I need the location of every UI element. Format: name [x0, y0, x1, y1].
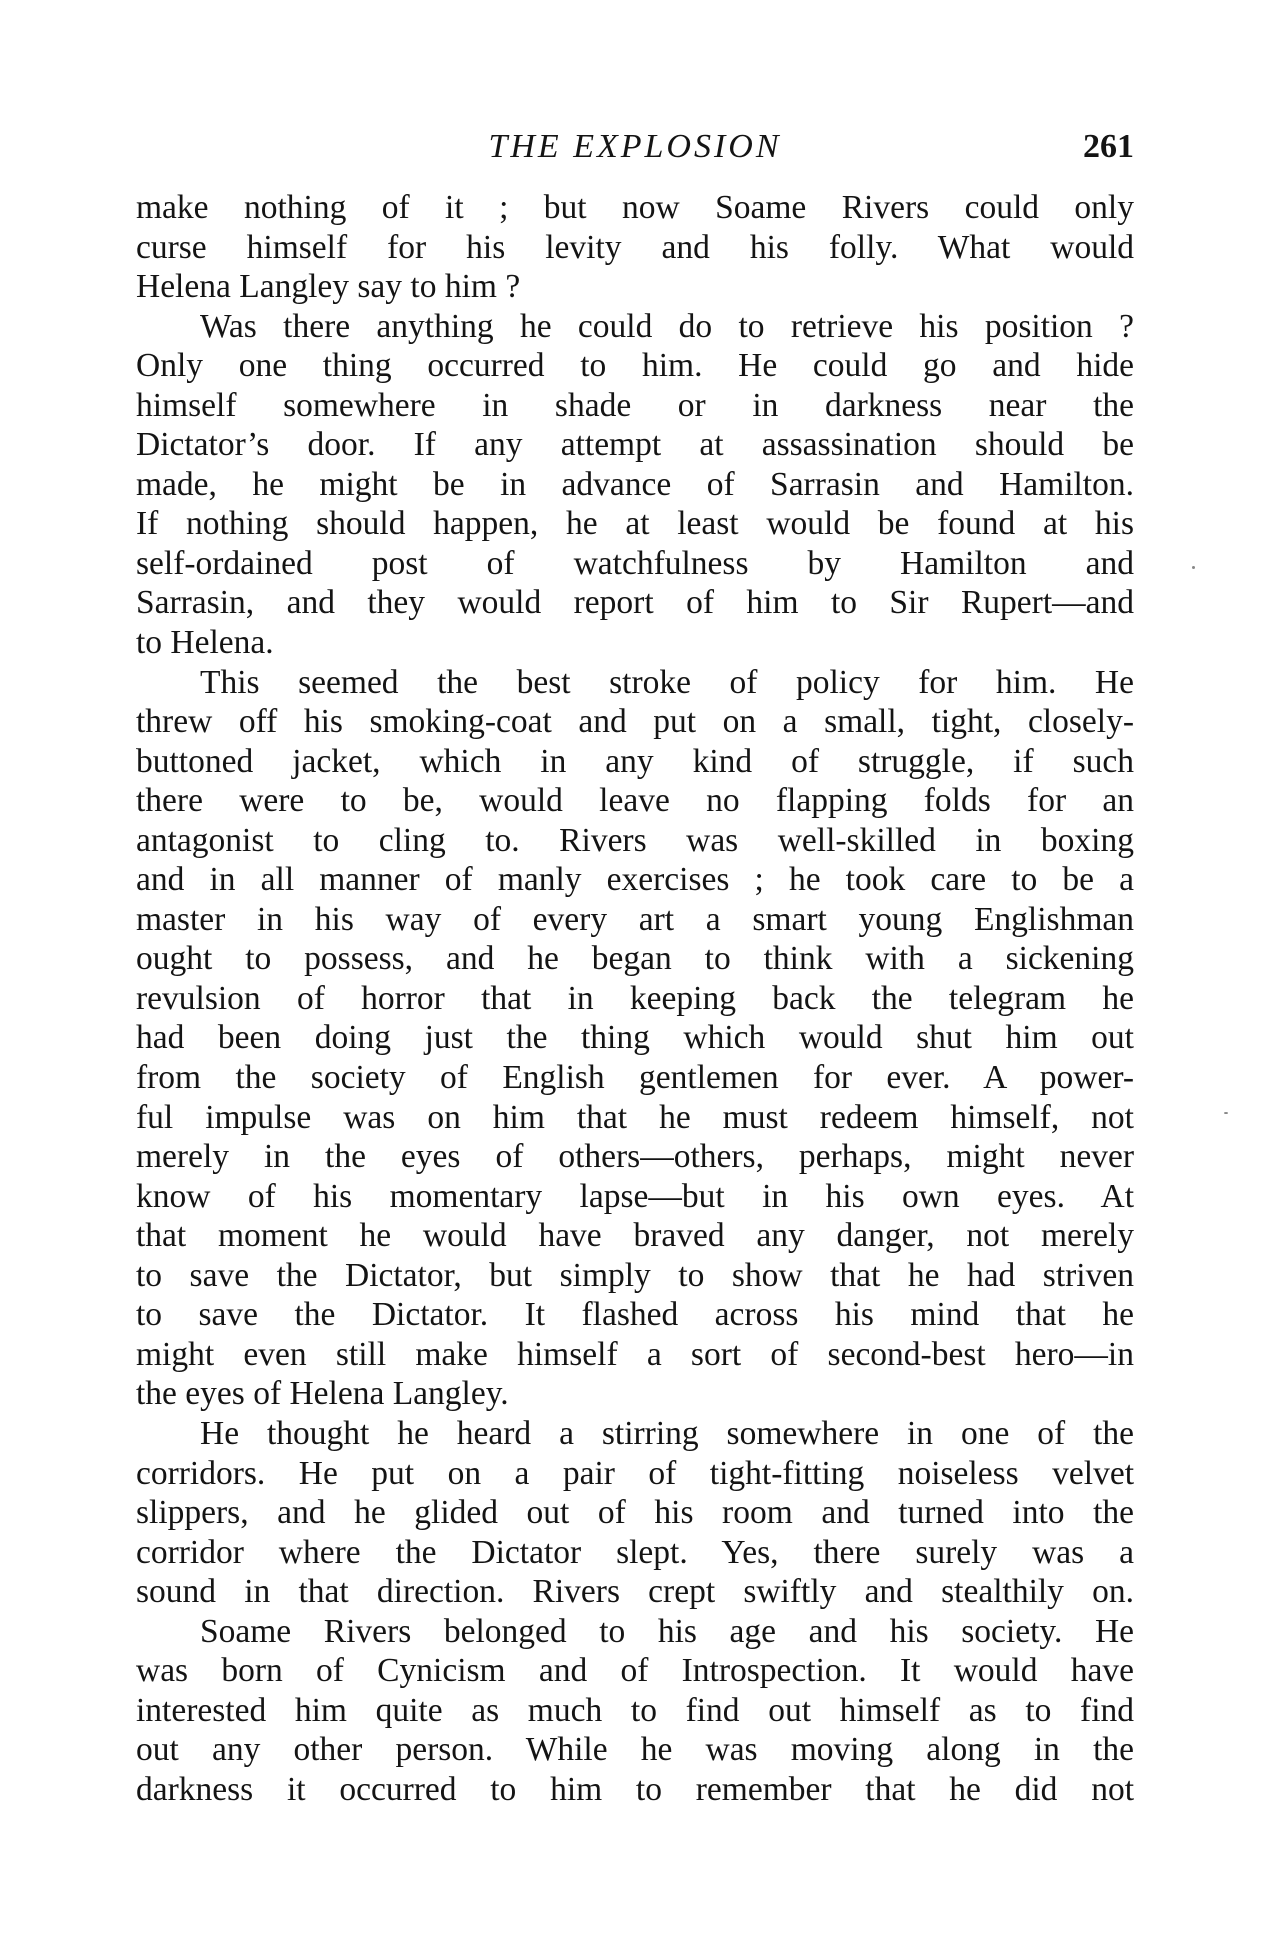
- text-line: there were to be, would leave no flapping folds for an: [136, 782, 1134, 820]
- text-line: out any other person. While he was moving along in the: [136, 1731, 1134, 1769]
- text-line: Soame Rivers belonged to his age and his society. He: [200, 1612, 1134, 1650]
- print-speck: [1192, 566, 1195, 569]
- text-line: to save the Dictator. It flashed across his mind that he: [136, 1296, 1134, 1334]
- text-line: Only one thing occurred to him. He could go and hide: [136, 347, 1134, 385]
- text-line: himself somewhere in shade or in darkness near the: [136, 386, 1134, 424]
- text-line: and in all manner of manly exercises ; he took care to be a: [136, 861, 1134, 899]
- text-line: might even still make himself a sort of second-best hero—in: [136, 1335, 1134, 1373]
- text-line: to save the Dictator, but simply to show that he had striven: [136, 1256, 1134, 1294]
- text-line: corridors. He put on a pair of tight-fitting noiseless velvet: [136, 1454, 1134, 1492]
- text-line: antagonist to cling to. Rivers was well-skilled in boxing: [136, 821, 1134, 859]
- text-line: had been doing just the thing which would shut him out: [136, 1019, 1134, 1057]
- text-line: to Helena.: [136, 624, 274, 662]
- text-line: master in his way of every art a smart young Englishman: [136, 900, 1134, 938]
- text-line: revulsion of horror that in keeping back the telegram he: [136, 979, 1134, 1017]
- text-line: Dictator’s door. If any attempt at assassination should be: [136, 426, 1134, 464]
- text-line: made, he might be in advance of Sarrasin and Hamilton.: [136, 465, 1134, 503]
- text-line: slippers, and he glided out of his room and turned into the: [136, 1494, 1134, 1532]
- text-line: the eyes of Helena Langley.: [136, 1375, 509, 1413]
- text-line: Sarrasin, and they would report of him to Sir Rupert—and: [136, 584, 1134, 622]
- print-speck: [1224, 1112, 1228, 1114]
- text-line: darkness it occurred to him to remember that he did not: [136, 1770, 1134, 1808]
- text-line: Was there anything he could do to retrieve his position ?: [200, 307, 1134, 345]
- running-title: THE EXPLOSION: [488, 128, 782, 165]
- text-line: If nothing should happen, he at least would be found at his: [136, 505, 1134, 543]
- text-line: merely in the eyes of others—others, perhaps, might never: [136, 1138, 1134, 1176]
- text-line: know of his momentary lapse—but in his own eyes. At: [136, 1177, 1134, 1215]
- text-line: interested him quite as much to find out himself as to find: [136, 1691, 1134, 1729]
- text-line: that moment he would have braved any danger, not merely: [136, 1217, 1134, 1255]
- text-line: ought to possess, and he began to think with a sickening: [136, 940, 1134, 978]
- text-line: This seemed the best stroke of policy for him. He: [200, 663, 1134, 701]
- running-head: [136, 128, 1134, 176]
- page-number: 261: [1083, 128, 1134, 165]
- text-line: self-ordained post of watchfulness by Hamilton and: [136, 544, 1134, 582]
- text-line: make nothing of it ; but now Soame Rivers could only: [136, 189, 1134, 226]
- body-text: [136, 188, 1134, 1809]
- text-line: corridor where the Dictator slept. Yes, there surely was a: [136, 1533, 1134, 1571]
- text-line: He thought he heard a stirring somewhere in one of the: [200, 1414, 1134, 1452]
- text-line: threw off his smoking-coat and put on a small, tight, closely-: [136, 703, 1134, 741]
- text-line: ful impulse was on him that he must redeem himself, not: [136, 1098, 1134, 1136]
- text-line: sound in that direction. Rivers crept swiftly and stealthily on.: [136, 1573, 1134, 1611]
- text-line: was born of Cynicism and of Introspection. It would have: [136, 1652, 1134, 1690]
- text-line: curse himself for his levity and his folly. What would: [136, 228, 1134, 266]
- text-line: Helena Langley say to him ?: [136, 268, 521, 306]
- text-line: from the society of English gentlemen for ever. A power-: [136, 1059, 1134, 1097]
- text-line: buttoned jacket, which in any kind of struggle, if such: [136, 742, 1134, 780]
